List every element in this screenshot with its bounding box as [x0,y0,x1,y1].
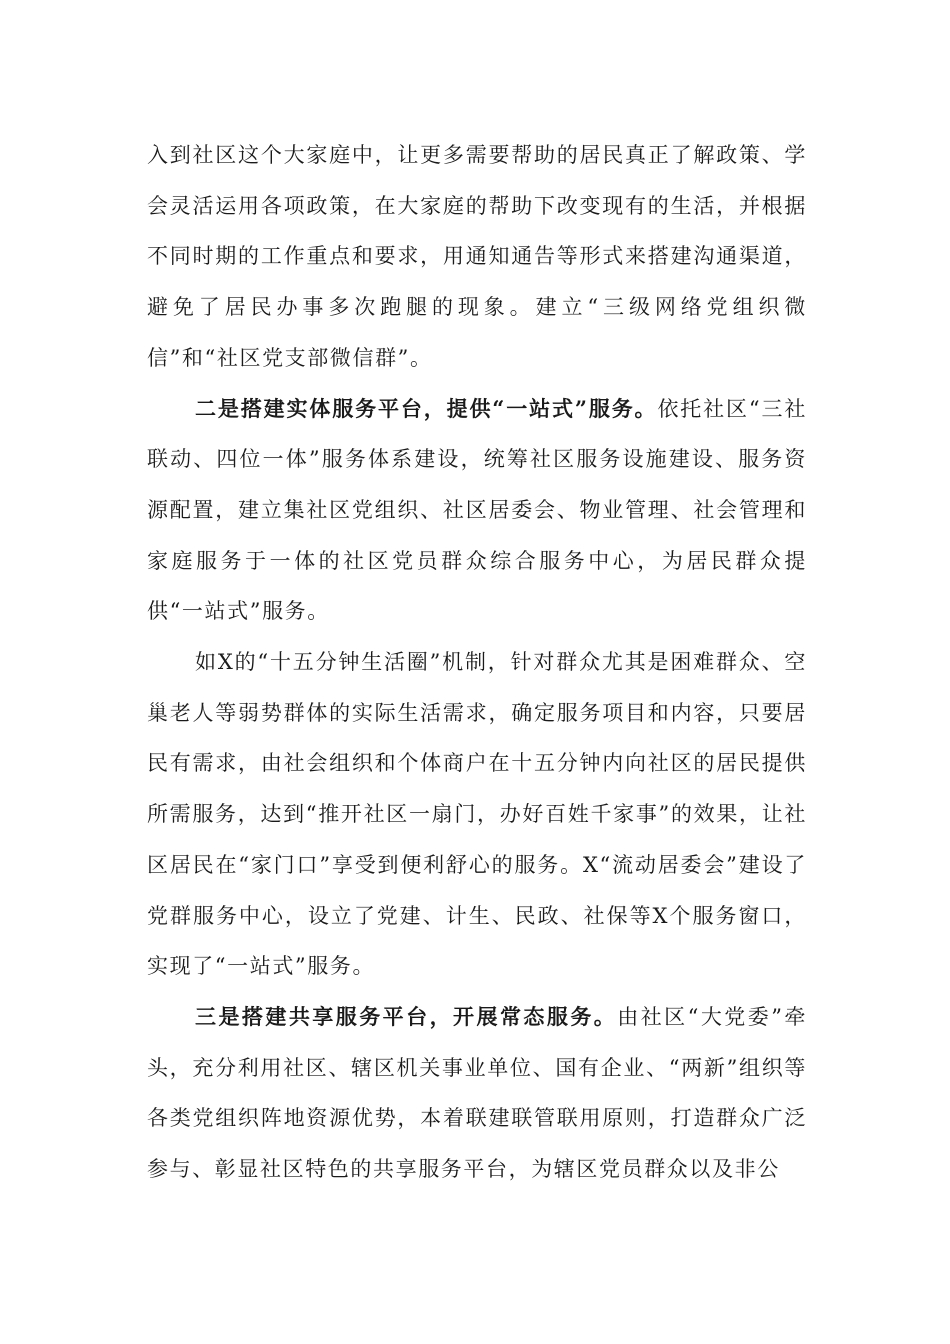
paragraph-2-text: 依托社区“三社联动、四位一体”服务体系建设，统筹社区服务设施建设、服务资源配置，建立集社区党组织、社区居委会、物业管理、社会管理和家庭服务于一体的社区党员群众综合服务中心，为居民群众提供“一站式”服务。 [147,396,807,624]
document-body [147,130,807,1195]
paragraph-2 [147,384,807,638]
paragraph-1 [147,130,807,384]
paragraph-4-text: 由社区“大党委”牵头，充分利用社区、辖区机关事业单位、国有企业、“两新”组织等各类党组织阵地资源优势，本着联建联管联用原则，打造群众广泛参与、彰显社区特色的共享服务平台，为辖区党员群众以及非公 [147,1004,807,1182]
paragraph-3 [147,637,807,992]
paragraph-4-lead: 三是搭建共享服务平台，开展常态服务。 [195,1003,618,1029]
paragraph-2-lead: 二是搭建实体服务平台，提供“一站式”服务。 [195,395,658,421]
paragraph-1-text: 入到社区这个大家庭中，让更多需要帮助的居民真正了解政策、学会灵活运用各项政策，在大家庭的帮助下改变现有的生活，并根据不同时期的工作重点和要求，用通知通告等形式来搭建沟通渠道，避免了居民办事多次跑腿的现象。建立“三级网络党组织微信”和“社区党支部微信群”。 [147,143,807,370]
paragraph-3-text: 如X的“十五分钟生活圈”机制，针对群众尤其是困难群众、空巢老人等弱势群体的实际生活需求，确定服务项目和内容，只要居民有需求，由社会组织和个体商户在十五分钟内向社区的居民提供所需服务，达到“推开社区一扇门，办好百姓千家事”的效果，让社区居民在“家门口”享受到便利舒心的服务。X“流动居委会”建设了党群服务中心，设立了党建、计生、民政、社保等X个服务窗口，实现了“一站式”服务。 [147,650,807,979]
paragraph-4 [147,992,807,1195]
